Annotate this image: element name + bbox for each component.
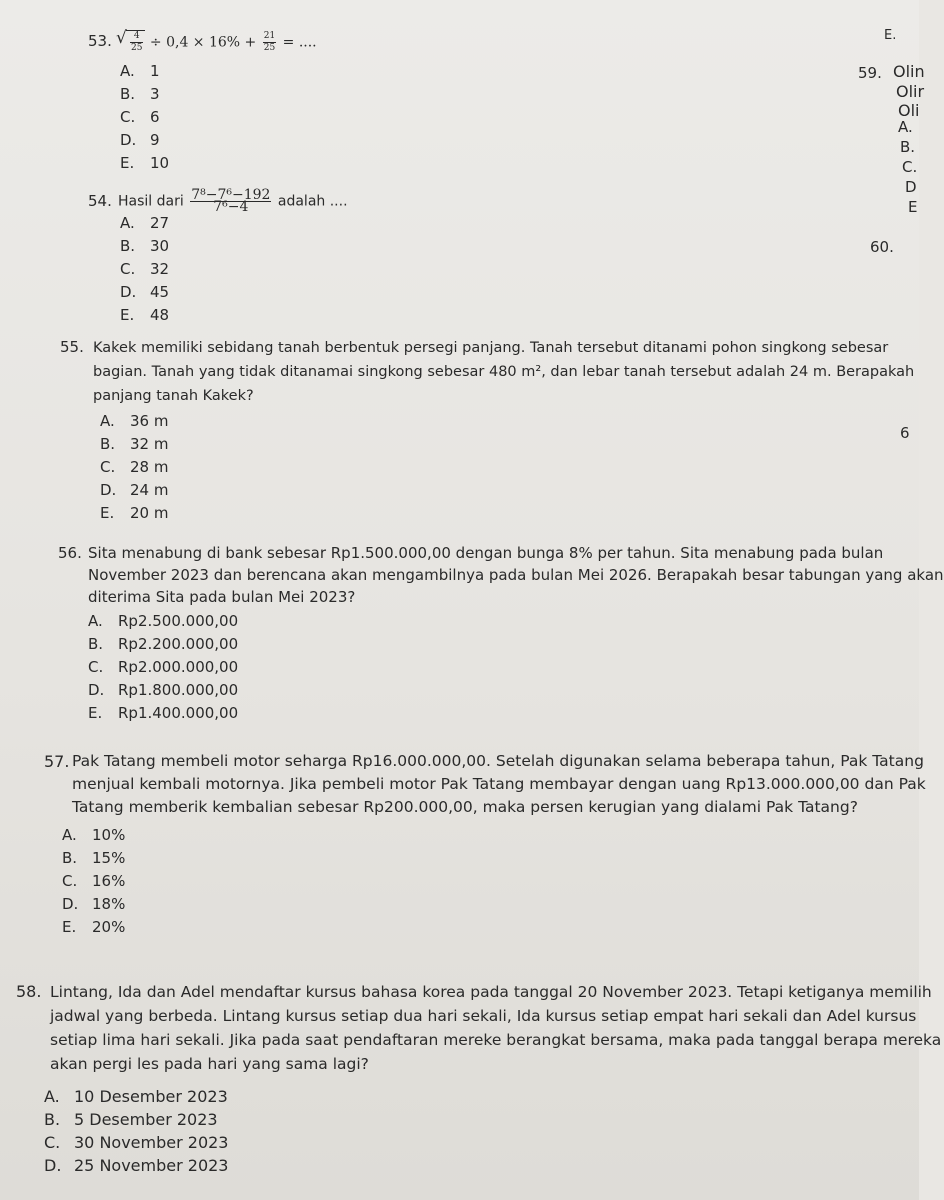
answer-option[interactable] [88,610,238,633]
question-stem: √ $\frac{4}{25}$ ÷ 0,4 × 16% + $\frac{21}{25}$ = .... [118,30,317,55]
answer-option[interactable] [120,281,169,304]
option-text: 20 m [130,504,169,522]
option-text: 45 [150,283,170,301]
option-text: 27 [150,214,170,232]
right-edge-option: D [905,178,917,196]
option-text: 28 m [130,458,169,476]
question-stem: Lintang, Ida dan Adel mendaftar kursus bahasa korea pada tanggal 20 November 2023. Tetapi ketiganya memilih jadwal yang berbeda. Lintang kursus setiap dua hari sekali, Ida kursus setiap empat hari sekali dan Adel kursus setiap lima hari sekali. Jika pada saat pendaftaran mereke berangkat bersama, maka pada tanggal berapa mereka akan pergi les pada hari yang sama lagi? [50,983,942,1073]
option-text: Rp2.500.000,00 [118,612,239,630]
option-text: 20% [92,918,126,936]
question-number: 56. [58,544,82,562]
question-number: 54. [88,192,112,210]
answer-option[interactable] [120,129,169,152]
option-letter: E. [62,918,77,936]
option-letter: B. [100,435,116,453]
answer-option[interactable] [100,410,168,433]
option-text: Rp2.200.000,00 [118,635,239,653]
option-text: 32 m [130,435,169,453]
option-letter: D. [120,283,137,301]
option-text: 3 [150,85,160,103]
answer-option[interactable] [44,1129,228,1152]
answer-option[interactable] [100,433,168,456]
answer-options [100,410,168,525]
right-edge-option: C. [902,158,918,176]
answer-options [120,60,169,175]
option-letter: A. [62,826,77,844]
answer-option[interactable] [62,868,125,891]
answer-option[interactable] [88,656,238,679]
option-letter: C. [62,872,78,890]
answer-option[interactable] [62,845,125,868]
right-edge-e-label: E. [884,28,897,43]
option-letter: E. [88,704,103,722]
option-text: 18% [92,895,126,913]
answer-option[interactable] [62,891,125,914]
option-letter: A. [88,612,103,630]
right-edge-option: A. [898,118,913,136]
option-text: 10 [150,154,170,172]
option-letter: C. [120,260,136,278]
option-letter: D. [62,895,79,913]
option-text: 48 [150,306,170,324]
answer-options [120,212,169,327]
option-letter: D. [88,681,105,699]
option-letter: C. [44,1133,61,1152]
question-stem: Sita menabung di bank sebesar Rp1.500.000,00 dengan bunga 8% per tahun. Sita menabung pada bulan November 2023 dan berencana akan mengambilnya pada bulan Mei 2026. Berapakah besar tabungan yang akan diterima Sita pada bulan Mei 2023? [88,544,944,606]
answer-option[interactable] [120,304,169,327]
answer-option[interactable] [100,502,168,525]
option-letter: A. [100,412,115,430]
answer-option[interactable] [44,1106,228,1129]
option-letter: B. [120,85,136,103]
option-text: 30 November 2023 [74,1133,229,1152]
answer-option[interactable] [44,1152,228,1175]
sqrt-expression: √ $\frac{4}{25}$ [126,30,145,55]
right-edge-question-59: 59. [858,64,882,82]
option-text: 30 [150,237,170,255]
option-letter: D. [44,1156,62,1175]
option-text: 5 Desember 2023 [74,1110,218,1129]
answer-option[interactable] [100,479,168,502]
answer-option[interactable] [120,106,169,129]
right-edge-text: 6 [900,424,910,442]
answer-option[interactable] [88,679,238,702]
question-stem: Pak Tatang membeli motor seharga Rp16.000.000,00. Setelah digunakan selama beberapa tahun, Pak Tatang menjual kembali motornya. Jika pembeli motor Pak Tatang membayar dengan uang Rp13.000.000,00 dan Pak Tatang memberik kembalian sebesar Rp200.000,00, maka persen kerugian yang dialami Pak Tatang? [72,752,926,816]
option-letter: D. [100,481,117,499]
answer-option[interactable] [120,258,169,281]
option-letter: C. [120,108,136,126]
right-edge-option: E [908,198,918,216]
answer-option[interactable] [62,822,125,845]
answer-option[interactable] [88,633,238,656]
option-text: 9 [150,131,160,149]
question-stem: Hasil dari $\frac{\text{7⁸−7⁶−192}}{\text{7⁶−4}}$ adalah .... [118,187,348,215]
answer-options [88,610,238,725]
question-number: 53. [88,32,112,50]
question-number: 58. [16,982,42,1001]
question-stem: Kakek memiliki sebidang tanah berbentuk persegi panjang. Tanah tersebut ditanami pohon singkong sebesar bagian. Tanah yang tidak ditanamai singkong sebesar 480 m², dan lebar tanah tersebut adalah 24 m. Berapakah panjang tanah Kakek? [93,340,915,404]
option-letter: C. [100,458,116,476]
option-letter: B. [88,635,104,653]
option-text: 24 m [130,481,169,499]
question-number: 55. [60,338,84,356]
option-text: 10 Desember 2023 [74,1087,228,1106]
option-letter: B. [120,237,136,255]
answer-option[interactable] [62,914,125,937]
answer-option[interactable] [120,60,169,83]
option-letter: E. [120,306,135,324]
option-text: 16% [92,872,126,890]
option-text: 1 [150,62,160,80]
option-letter: B. [44,1110,61,1129]
option-text: 15% [92,849,126,867]
option-letter: C. [88,658,104,676]
option-letter: B. [62,849,78,867]
answer-option[interactable] [88,702,238,725]
option-text: 6 [150,108,160,126]
option-text: Rp1.800.000,00 [118,681,239,699]
right-edge-option: B. [900,138,916,156]
option-text: 32 [150,260,170,278]
option-letter: A. [120,214,135,232]
option-letter: D. [120,131,137,149]
option-text: 25 November 2023 [74,1156,229,1175]
option-letter: E. [120,154,135,172]
answer-option[interactable] [120,152,169,175]
option-letter: A. [44,1087,60,1106]
answer-option[interactable] [120,83,169,106]
answer-option[interactable] [120,212,169,235]
answer-option[interactable] [100,456,168,479]
answer-options [44,1083,228,1175]
option-text: 36 m [130,412,169,430]
answer-option[interactable] [44,1083,228,1106]
option-letter: A. [120,62,135,80]
right-edge-text: Olin [893,62,925,81]
right-edge-text: Oli [898,101,920,120]
right-edge-question-60: 60. [870,238,894,256]
question-number: 57. [44,752,70,771]
option-text: 10% [92,826,126,844]
option-text: Rp2.000.000,00 [118,658,239,676]
option-text: Rp1.400.000,00 [118,704,239,722]
answer-option[interactable] [120,235,169,258]
answer-options [62,822,125,937]
right-edge-text: Olir [896,82,925,101]
option-letter: E. [100,504,115,522]
